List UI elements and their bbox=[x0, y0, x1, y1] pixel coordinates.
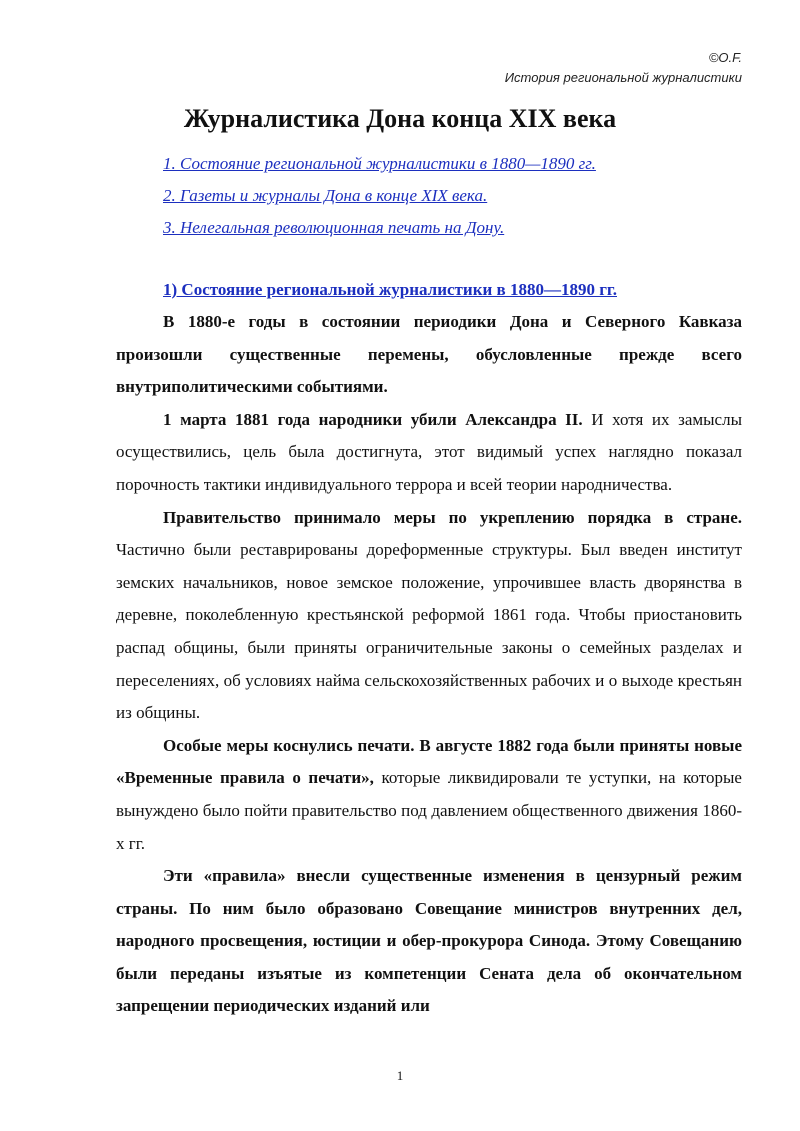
paragraph-5: Эти «правила» внесли существенные изменения в цензурный режим страны. По ним было образовано Совещание министров внутренних дел, народного просвещения, юстиции и обер-прокурора Синода. Этому Совещанию были переданы изъятые из компетенции Сената дела об окончательном запрещении периодических изданий или bbox=[116, 866, 742, 1016]
header-subtitle: История региональной журналистики bbox=[504, 70, 742, 85]
paragraph-2-text: И хотя их замыслы осуществились, цель была достигнута, этот видимый успех наглядно показал порочность тактики индивидуального террора и всей теории народничества. bbox=[116, 409, 742, 494]
paragraph-3 bbox=[116, 502, 742, 730]
body-text bbox=[116, 306, 742, 1023]
toc-link-2[interactable]: 2. Газеты и журналы Дона в конце XIX века. bbox=[163, 186, 488, 205]
paragraph-4-bold: Особые меры коснулись печати. В августе 1882 года были приняты новые «Временные правила о печати», bbox=[116, 735, 742, 788]
section-heading-link[interactable]: 1) Состояние региональной журналистики в 1880—1890 гг. bbox=[163, 280, 617, 299]
paragraph-3-text: Частично были реставрированы дореформенные структуры. Был введен институт земских начальников, новое земское положение, упрочившее власть дворянства в деревне, поколебленную крестьянской реформой 1861 года. Чтобы приостановить распад общины, были приняты ограничительные законы о семейных разделах и переселениях, об условиях найма сельскохозяйственных рабочих и о выходе крестьян из общины. bbox=[116, 540, 742, 723]
paragraph-4 bbox=[116, 730, 742, 860]
copyright-line: ©O.F. bbox=[708, 50, 742, 65]
paragraph-2 bbox=[116, 404, 742, 502]
table-of-contents bbox=[163, 148, 596, 244]
document-title: Журналистика Дона конца XIX века bbox=[183, 104, 617, 133]
toc-link-3[interactable]: 3. Нелегальная революционная печать на Дону. bbox=[163, 218, 505, 237]
paragraph-2-bold: 1 марта 1881 года народники убили Александра II. bbox=[163, 409, 583, 429]
toc-link-1[interactable]: 1. Состояние региональной журналистики в 1880—1890 гг. bbox=[163, 154, 596, 173]
paragraph-1: В 1880-е годы в состоянии периодики Дона и Северного Кавказа произошли существенные перемены, обусловленные прежде всего внутриполитическими событиями. bbox=[116, 312, 742, 397]
page-number: 1 bbox=[396, 1068, 404, 1083]
page-header bbox=[505, 48, 742, 88]
paragraph-3-bold: Правительство принимало меры по укреплению порядка в стране. bbox=[163, 507, 742, 527]
paragraph-4-text: которые ликвидировали те уступки, на которые вынуждено было пойти правительство под давлением общественного движения 1860-х гг. bbox=[116, 768, 742, 853]
